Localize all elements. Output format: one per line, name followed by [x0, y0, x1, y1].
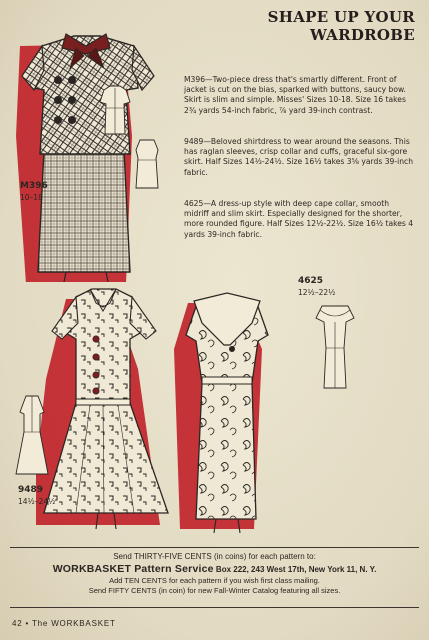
9489-description: 9489—Beloved shirtdress to wear around the seasons. This has raglan sleeves, crisp collar and cuffs, graceful six-gore skirt. Half Sizes 14½-24½. Size 16½ takes 3⅝ yards 39-inch fabric.	[184, 137, 414, 177]
m396-back-view	[96, 84, 134, 136]
m396-label	[20, 181, 48, 203]
order-info	[10, 552, 419, 595]
4625-number: 4625	[298, 276, 324, 286]
page-folio: 42 • The WORKBASKET	[12, 619, 116, 628]
4625-illustration	[172, 283, 282, 533]
4625-back-view	[312, 300, 358, 390]
4625-sizes: 12½–22½	[298, 288, 336, 297]
order-catalog-line: Send FIFTY CENTS (in coin) for new Fall-Winter Catalog featuring all sizes.	[88, 586, 341, 595]
order-price-line: Send THIRTY-FIVE CENTS (in coins) for each pattern to:	[113, 552, 316, 561]
footer-top-rule	[10, 547, 419, 548]
4625-label	[298, 276, 335, 298]
9489-sizes: 14½–24½	[18, 497, 56, 506]
9489-number: 9489	[18, 485, 44, 495]
9489-illustration	[36, 283, 176, 531]
m396-sizes: 10–18	[20, 193, 43, 202]
m396-skirt-view	[130, 136, 164, 190]
9489-back-view	[12, 392, 52, 476]
4625-description: 4625—A dress-up style with deep cape collar, smooth midriff and slim skirt. Especially designed for the shorter, more rounded figure. Half Sizes 12½-22½. Size 16½ takes 4 yards 39-inch fabric.	[184, 199, 414, 239]
order-brand-line	[10, 563, 419, 575]
pattern-service-name: WORKBASKET Pattern Service	[52, 563, 214, 575]
order-first-class-line: Add TEN CENTS for each pattern if you wish first class mailing.	[109, 576, 320, 585]
m396-description: M396—Two-piece dress that's smartly different. Front of jacket is cut on the bias, sparked with buttons, saucy bow. Skirt is slim and simple. Misses' Sizes 10-18. Size 16 takes 2¾ yards 54-inch fabric, ⅞ yard 39-inch contrast.	[184, 75, 406, 115]
9489-label	[18, 485, 55, 507]
footer-bottom-rule	[10, 607, 419, 608]
page-title: SHAPE UP YOUR WARDROBE	[267, 8, 415, 44]
pattern-service-address: Box 222, 243 West 17th, New York 11, N. Y.	[215, 565, 377, 574]
m396-number: M396	[20, 181, 48, 191]
